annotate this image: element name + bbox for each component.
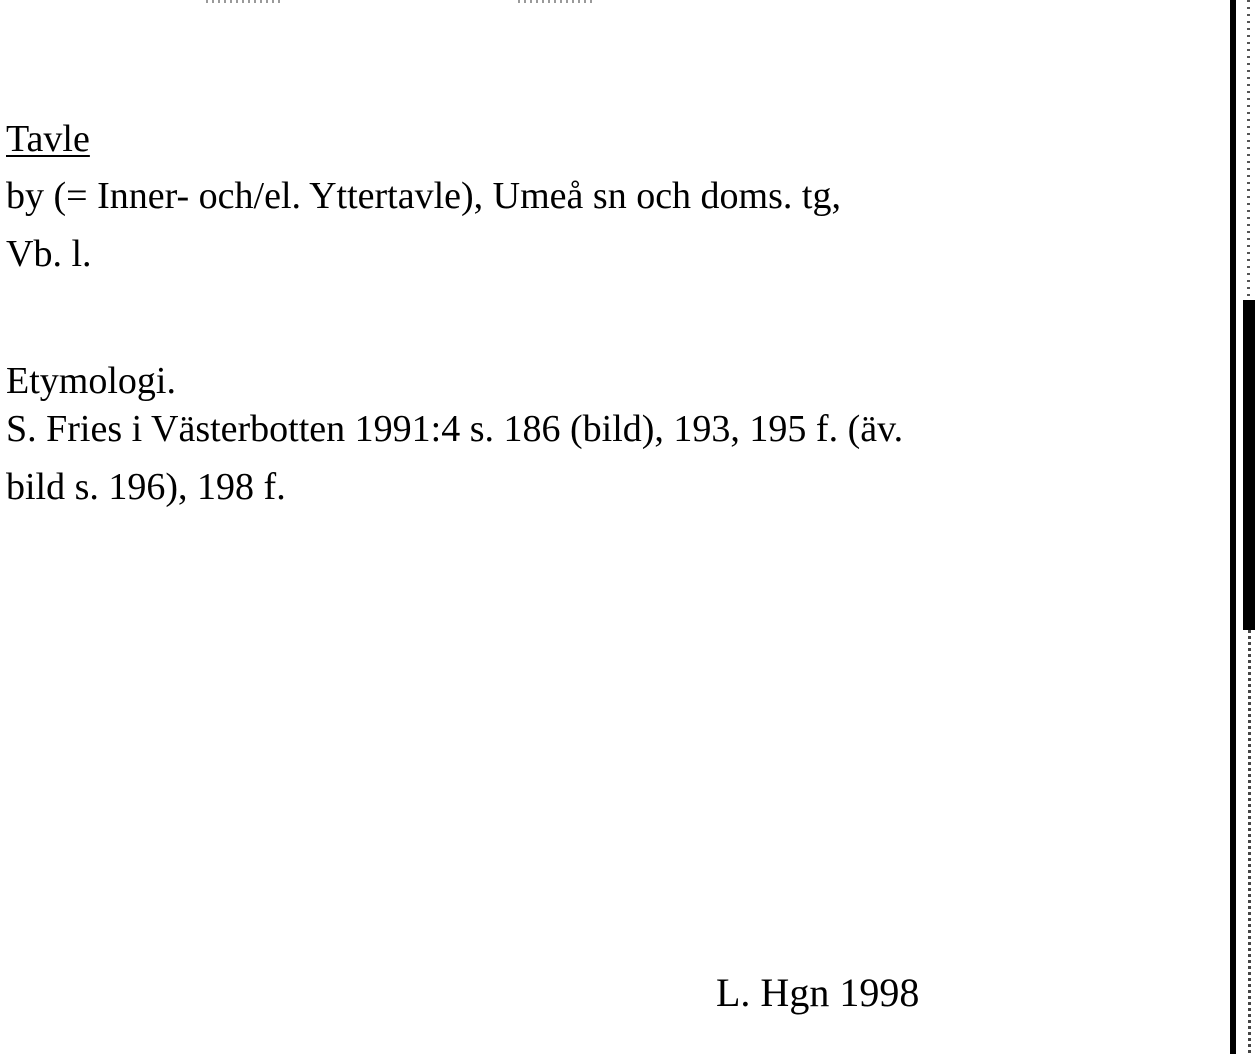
description-line: by (= Inner- och/el. Yttertavle), Umeå sn och doms. tg,: [6, 175, 841, 217]
description-line: Vb. l.: [6, 233, 92, 275]
reference-line: bild s. 196), 198 f.: [6, 466, 286, 508]
scan-artifact: [518, 0, 596, 3]
reference-line: S. Fries i Västerbotten 1991:4 s. 186 (bild), 193, 195 f. (äv.: [6, 408, 904, 450]
scan-edge: [1247, 0, 1250, 300]
signature: L. Hgn 1998: [716, 970, 920, 1015]
scan-edge: [1243, 300, 1255, 630]
scan-artifact: [206, 0, 282, 3]
scan-edge: [1248, 630, 1251, 1054]
headword: Tavle: [6, 118, 90, 160]
card-edge: [1230, 0, 1236, 1054]
section-label: Etymologi.: [6, 360, 176, 402]
